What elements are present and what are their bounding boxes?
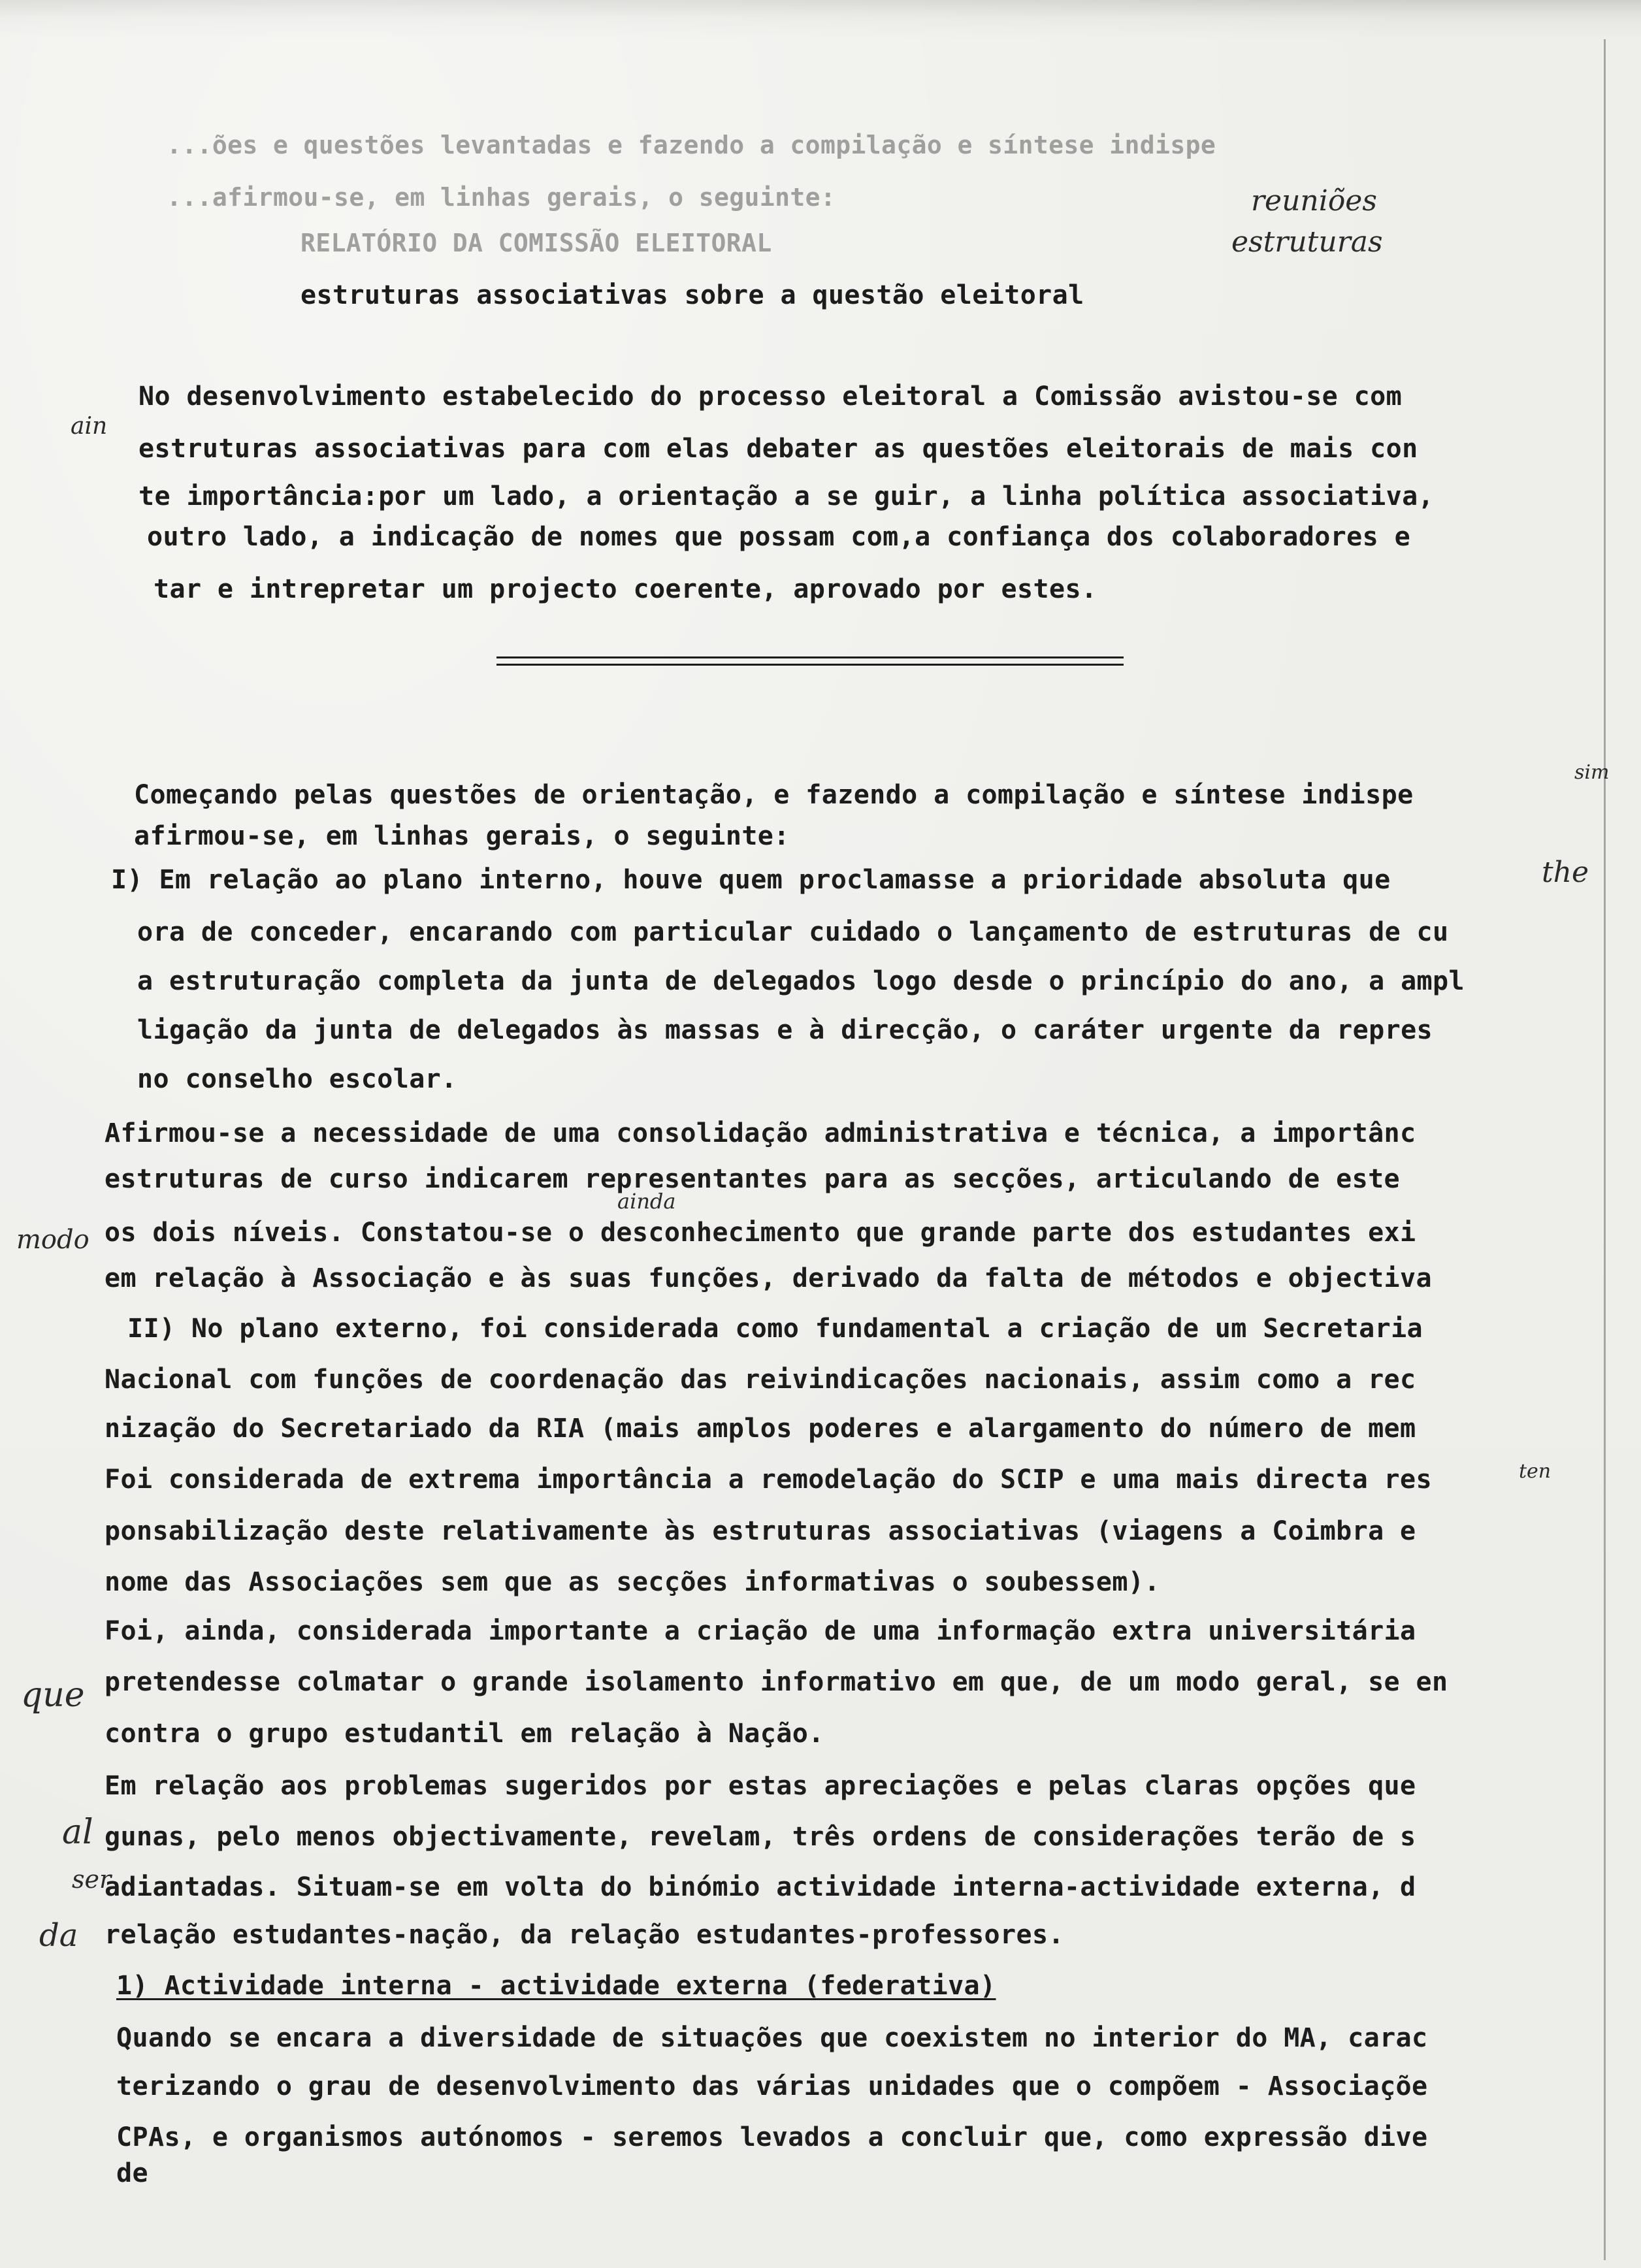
handwritten-da: da [39, 1917, 78, 1954]
body-line-13: Nacional com funções de coordenação das reivindicações nacionais, assim como a rec [105, 1365, 1416, 1395]
body-line-21: Em relação aos problemas sugeridos por estas apreciações e pelas claras opções que [105, 1771, 1416, 1801]
body-line-22: gunas, pelo menos objectivamente, revelam, três ordens de considerações terão de s [105, 1822, 1416, 1852]
handwritten-sim: sim [1574, 761, 1610, 784]
body-line-2: afirmou-se, em linhas gerais, o seguinte: [134, 821, 790, 851]
handwritten-estruturas: estruturas [1231, 225, 1383, 259]
intro-line-2: estruturas associativas para com elas debater as questões eleitorais de mais con [138, 434, 1418, 464]
body-line-7: no conselho escolar. [137, 1064, 457, 1094]
body-line-10: os dois níveis. Constatou-se o desconhecimento que grande parte dos estudantes exi [105, 1218, 1416, 1248]
body-line-17: nome das Associações sem que as secções informativas o soubessem). [105, 1567, 1160, 1597]
section-heading-1: 1) Actividade interna - actividade externa (federativa) [116, 1971, 996, 2001]
intro-line-4: outro lado, a indicação de nomes que possam com,a confiança dos colaboradores e [147, 522, 1411, 552]
body-line-8: Afirmou-se a necessidade de uma consolidação administrativa e técnica, a importânc [105, 1118, 1416, 1148]
body-line-28: CPAs, e organismos autónomos - seremos levados a concluir que, como expressão dive [116, 2122, 1428, 2152]
handwritten-modo: modo [16, 1225, 89, 1255]
body-line-29: de [116, 2158, 148, 2188]
body-line-5: a estruturação completa da junta de delegados logo desde o princípio do ano, a ampl [137, 966, 1465, 996]
body-line-23: adiantadas. Situam-se em volta do binómio actividade interna-actividade externa, d [105, 1872, 1416, 1902]
handwritten-the: the [1542, 856, 1589, 889]
faint-line-2: ...afirmou-se, em linhas gerais, o seguinte: [167, 183, 836, 212]
handwritten-ten: ten [1519, 1460, 1552, 1483]
handwritten-ainda: ainda [617, 1189, 676, 1214]
body-line-18: Foi, ainda, considerada importante a criação de uma informação extra universitária [105, 1616, 1416, 1646]
page-edge-line [1604, 39, 1606, 2260]
handwritten-reunioes: reuniões [1251, 184, 1377, 218]
body-line-14: nização do Secretariado da RIA (mais amplos poderes e alargamento do número de mem [105, 1414, 1416, 1444]
handwritten-al: al [62, 1813, 93, 1852]
intro-line-3: te importância:por um lado, a orientação a se guir, a linha política associativa, [138, 481, 1435, 511]
body-line-26: Quando se encara a diversidade de situações que coexistem no interior do MA, carac [116, 2023, 1428, 2053]
header-line: estruturas associativas sobre a questão eleitoral [301, 280, 1084, 310]
body-line-15: Foi considerada de extrema importância a remodelação do SCIP e uma mais directa res [105, 1465, 1433, 1495]
section-divider [496, 656, 1124, 666]
handwritten-que: que [21, 1676, 85, 1715]
body-line-16: ponsabilização deste relativamente às estruturas associativas (viagens a Coimbra e [105, 1516, 1416, 1546]
handwritten-ain: ain [71, 413, 108, 440]
body-line-1: Começando pelas questões de orientação, e fazendo a compilação e síntese indispe [134, 780, 1414, 810]
body-line-20: contra o grupo estudantil em relação à Nação. [105, 1719, 824, 1749]
body-line-19: pretendesse colmatar o grande isolamento informativo em que, de um modo geral, se en [105, 1667, 1448, 1697]
faint-line-1: ...ões e questões levantadas e fazendo a compilação e síntese indispe [167, 131, 1216, 159]
body-line-4: ora de conceder, encarando com particular cuidado o lançamento de estruturas de cu [137, 917, 1449, 947]
handwritten-ser: ser [72, 1865, 112, 1894]
body-line-11: em relação à Associação e às suas funções, derivado da falta de métodos e objectiva [105, 1263, 1433, 1293]
body-line-24: relação estudantes-nação, da relação estudantes-professores. [105, 1920, 1064, 1950]
body-line-9: estruturas de curso indicarem representantes para as secções, articulando de este [105, 1164, 1401, 1194]
body-line-6: ligação da junta de delegados às massas e à direcção, o caráter urgente da repres [137, 1015, 1433, 1045]
body-line-27: terizando o grau de desenvolvimento das várias unidades que o compõem - Associaçõe [116, 2071, 1428, 2101]
faint-title: RELATÓRIO DA COMISSÃO ELEITORAL [301, 229, 772, 257]
body-line-12: II) No plano externo, foi considerada como fundamental a criação de um Secretaria [127, 1314, 1423, 1344]
intro-line-1: No desenvolvimento estabelecido do processo eleitoral a Comissão avistou-se com [138, 381, 1403, 412]
body-line-3: I) Em relação ao plano interno, houve quem proclamasse a prioridade absoluta que [111, 865, 1391, 895]
intro-line-5: tar e intrepretar um projecto coerente, aprovado por estes. [154, 574, 1097, 604]
